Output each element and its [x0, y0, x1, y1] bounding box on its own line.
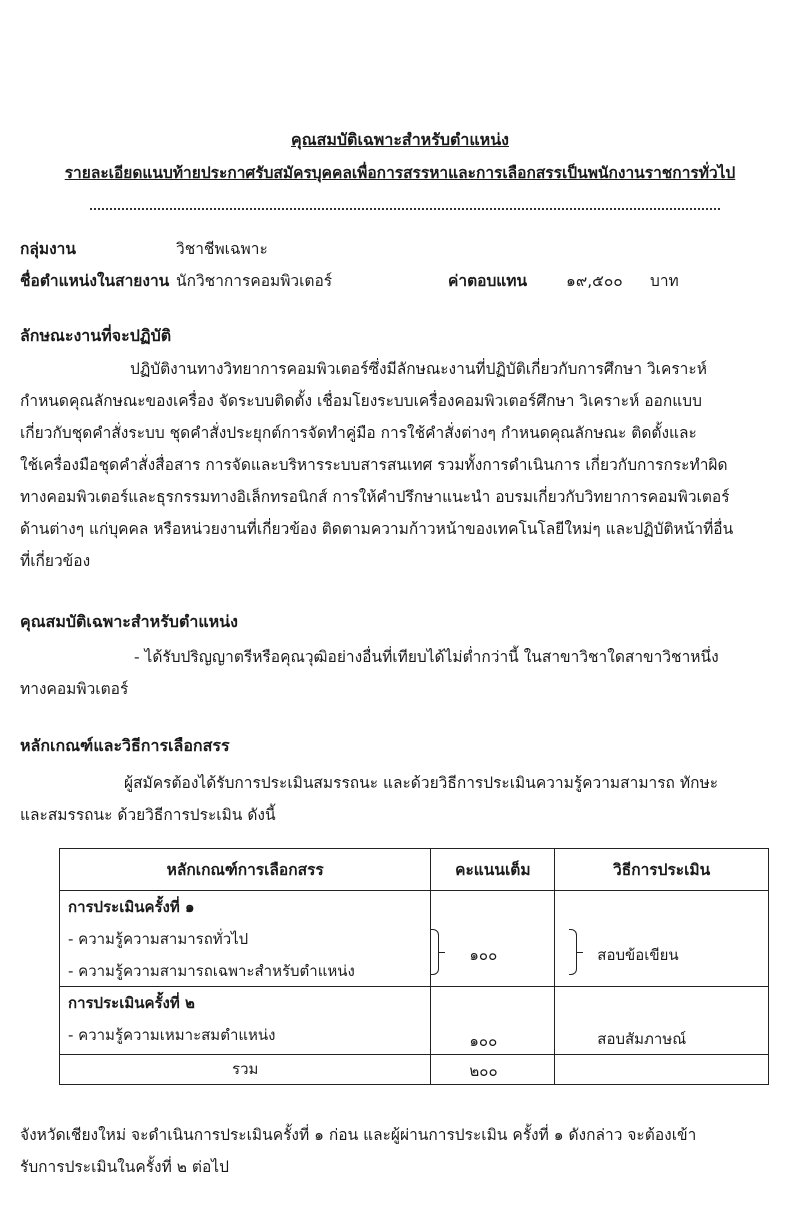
- duties-line: ปฏิบัติงานทางวิทยาการคอมพิวเตอร์ซึ่งมีลักษณะงานที่ปฏิบัติเกี่ยวกับการศึกษา วิเคราะห์: [130, 360, 707, 378]
- table-header-row: [60, 849, 769, 891]
- round2-criteria-cell: [60, 987, 431, 1055]
- qualifications-line: ทางคอมพิวเตอร์: [20, 680, 129, 698]
- header-criteria: หลักเกณฑ์การเลือกสรร: [60, 849, 431, 891]
- duties-line: ใช้เครื่องมือชุดคำสั่งสื่อสาร การจัดและบริหารระบบสารสนเทศ รวมทั้งการดำเนินการ เกี่ยวกับการกระทำผิด: [20, 456, 728, 474]
- round1-method-bracket: [569, 929, 577, 975]
- header-full-score: คะแนนเต็ม: [431, 849, 555, 891]
- footer-line: รับการประเมินในครั้งที่ ๒ ต่อไป: [20, 1158, 229, 1176]
- total-empty-cell: [555, 1055, 769, 1085]
- position-value: นักวิชาการคอมพิวเตอร์: [176, 272, 333, 290]
- selection-line: และสมรรถนะ ด้วยวิธีการประเมิน ดังนี้: [20, 806, 276, 824]
- round1-score-cell: [431, 891, 555, 987]
- round1-criteria-cell: [60, 891, 431, 987]
- total-score-cell: [431, 1055, 555, 1085]
- round2-score: ๑๐๐: [469, 1032, 498, 1050]
- duties-line: ทางคอมพิวเตอร์และธุรกรรมทางอิเล็กทรอนิกส์ การให้คำปรึกษาแนะนำ อบรมเกี่ยวกับวิทยาการคอมพิวเตอร์: [20, 488, 730, 506]
- document-subtitle: รายละเอียดแนบท้ายประกาศรับสมัครบุคคลเพื่อการสรรหาและการเลือกสรรเป็นพนักงานราชการทั่วไป: [64, 164, 736, 182]
- round1-method: สอบข้อเขียน: [597, 946, 679, 964]
- round1-item: - ความรู้ความสามารถทั่วไป: [68, 930, 249, 948]
- round2-method: สอบสัมภาษณ์: [597, 1030, 687, 1048]
- round1-method-cell: [555, 891, 769, 987]
- group-label: กลุ่มงาน: [20, 240, 76, 258]
- salary-label: ค่าตอบแทน: [448, 272, 528, 290]
- round1-title: การประเมินครั้งที่ ๑: [68, 898, 195, 916]
- round2-title: การประเมินครั้งที่ ๒: [68, 994, 195, 1012]
- duties-line: เกี่ยวกับชุดคำสั่งระบบ ชุดคำสั่งประยุกต์การจัดทำคู่มือ การใช้คำสั่งต่างๆ กำหนดคุณลักษณะ ติดตั้งและ: [20, 424, 697, 442]
- total-label: รวม: [60, 1055, 431, 1085]
- round2-score-cell: [431, 987, 555, 1055]
- duties-line: ที่เกี่ยวข้อง: [20, 552, 91, 570]
- duties-line: ด้านต่างๆ แก่บุคคล หรือหน่วยงานที่เกี่ยวข้อง ติดตามความก้าวหน้าของเทคโนโลยีใหม่ๆ และปฏิบัติหน้าที่อื่น: [20, 520, 734, 538]
- round1-score-bracket: [431, 929, 439, 975]
- duties-heading: ลักษณะงานที่จะปฏิบัติ: [20, 326, 172, 345]
- selection-heading: หลักเกณฑ์และวิธีการเลือกสรร: [20, 736, 230, 755]
- header-method: วิธีการประเมิน: [555, 849, 769, 891]
- salary-unit: บาท: [650, 272, 679, 290]
- document-title: คุณสมบัติเฉพาะสำหรับตำแหน่ง: [291, 130, 509, 149]
- duties-line: กำหนดคุณลักษณะของเครื่อง จัดระบบติดตั้ง เชื่อมโยงระบบเครื่องคอมพิวเตอร์ศึกษา วิเคราะห์ ออกแบบ: [20, 392, 702, 410]
- total-score: ๒๐๐: [469, 1062, 498, 1080]
- round1-item: - ความรู้ความสามารถเฉพาะสำหรับตำแหน่ง: [68, 962, 355, 980]
- group-value: วิชาชีพเฉพาะ: [176, 240, 268, 258]
- position-label: ชื่อตำแหน่งในสายงาน: [20, 272, 170, 290]
- dotted-divider: [90, 200, 720, 210]
- table-total-row: [60, 1055, 769, 1085]
- table-row-round1: [60, 891, 769, 987]
- table-row-round2: [60, 987, 769, 1055]
- selection-line: ผู้สมัครต้องได้รับการประเมินสมรรถนะ และด้วยวิธีการประเมินความรู้ความสามารถ ทักษะ: [124, 774, 719, 792]
- round1-score: ๑๐๐: [469, 946, 498, 964]
- qualifications-heading: คุณสมบัติเฉพาะสำหรับตำแหน่ง: [20, 612, 238, 631]
- qualifications-line: - ได้รับปริญญาตรีหรือคุณวุฒิอย่างอื่นที่เทียบได้ไม่ต่ำกว่านี้ ในสาขาวิชาใดสาขาวิชาหนึ่ง: [134, 648, 719, 666]
- criteria-table: [59, 848, 769, 1085]
- salary-value: ๑๙,๕๐๐: [566, 272, 623, 290]
- footer-line: จังหวัดเชียงใหม่ จะดำเนินการประเมินครั้งที่ ๑ ก่อน และผู้ผ่านการประเมิน ครั้งที่ ๑ ดังกล่าว จะต้องเข้า: [20, 1126, 697, 1144]
- round2-item: - ความรู้ความเหมาะสมตำแหน่ง: [68, 1026, 276, 1044]
- round2-method-cell: [555, 987, 769, 1055]
